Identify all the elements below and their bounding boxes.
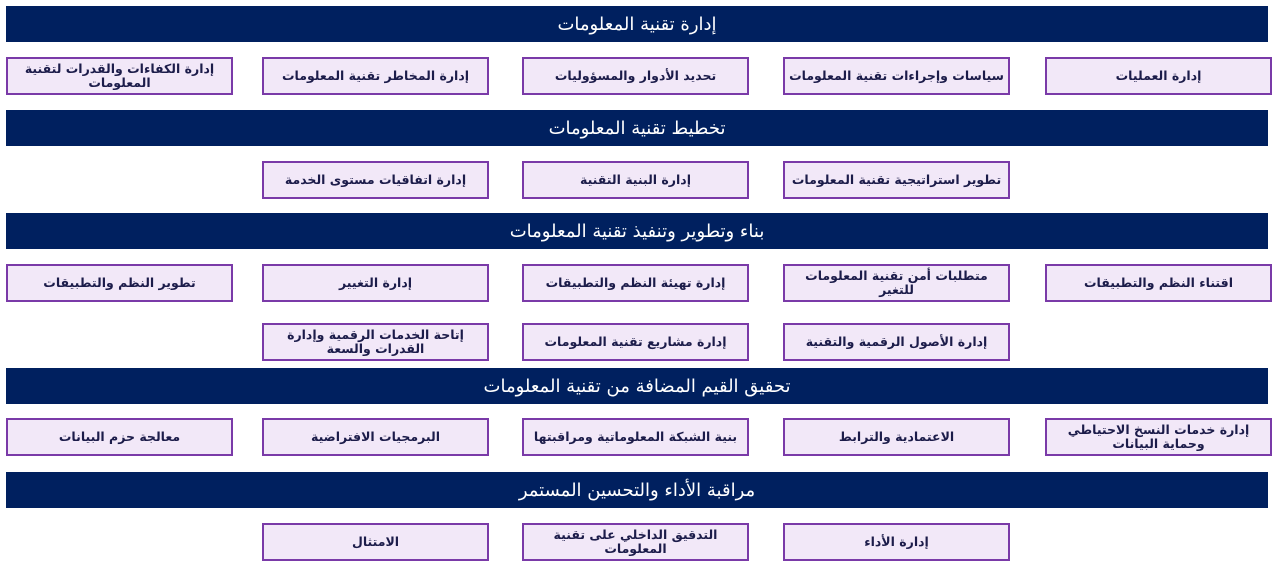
process-box: التدقيق الداخلي على تقنية المعلومات: [522, 523, 749, 561]
process-box: إدارة الأصول الرقمية والتقنية: [783, 323, 1010, 361]
process-box: الاعتمادية والترابط: [783, 418, 1010, 456]
process-box: إدارة اتفاقيات مستوى الخدمة: [262, 161, 489, 199]
process-box: متطلبات أمن تقنية المعلومات للتغير: [783, 264, 1010, 302]
process-box: تطوير استراتيجية تقنية المعلومات: [783, 161, 1010, 199]
section-header: تحقيق القيم المضافة من تقنية المعلومات: [6, 368, 1268, 404]
process-box: إدارة البنية التقنية: [522, 161, 749, 199]
process-box: إتاحة الخدمات الرقمية وإدارة القدرات والسعة: [262, 323, 489, 361]
section-header: إدارة تقنية المعلومات: [6, 6, 1268, 42]
process-box: إدارة التغيير: [262, 264, 489, 302]
section-header: تخطيط تقنية المعلومات: [6, 110, 1268, 146]
section-header: بناء وتطوير وتنفيذ تقنية المعلومات: [6, 213, 1268, 249]
process-box: اقتناء النظم والتطبيقات: [1045, 264, 1272, 302]
process-box: الامتثال: [262, 523, 489, 561]
process-box: بنية الشبكة المعلوماتية ومراقبتها: [522, 418, 749, 456]
process-box: سياسات وإجراءات تقنية المعلومات: [783, 57, 1010, 95]
process-box: إدارة خدمات النسخ الاحتياطي وحماية البيانات: [1045, 418, 1272, 456]
process-box: إدارة تهيئة النظم والتطبيقات: [522, 264, 749, 302]
process-box: تطوير النظم والتطبيقات: [6, 264, 233, 302]
process-box: إدارة الكفاءات والقدرات لتقنية المعلومات: [6, 57, 233, 95]
section-header: مراقبة الأداء والتحسين المستمر: [6, 472, 1268, 508]
process-box: إدارة المخاطر تقنية المعلومات: [262, 57, 489, 95]
process-box: البرمجيات الافتراضية: [262, 418, 489, 456]
process-box: إدارة الأداء: [783, 523, 1010, 561]
process-box: إدارة العمليات: [1045, 57, 1272, 95]
process-box: إدارة مشاريع تقنية المعلومات: [522, 323, 749, 361]
process-box: تحديد الأدوار والمسؤوليات: [522, 57, 749, 95]
process-box: معالجة حزم البيانات: [6, 418, 233, 456]
